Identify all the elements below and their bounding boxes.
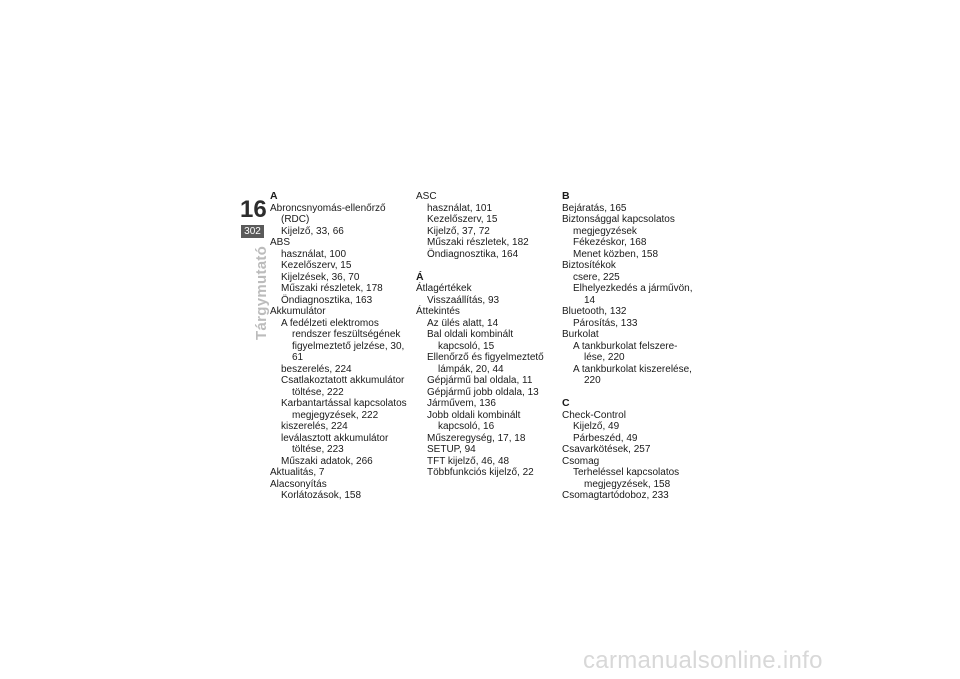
index-subentry: Öndiagnosztika, 164 xyxy=(427,248,519,260)
index-subentry: A fedélzeti elektromos rendszer feszültségének figyelmeztető jelzése, 30, 61 xyxy=(281,317,405,363)
index-subentry: A tankburkolat felszere- lése, 220 xyxy=(573,340,678,363)
index-entry: Csavarkötések, 257 xyxy=(562,444,651,455)
index-subentry: Kijelző, 49 xyxy=(573,421,620,432)
index-subentry: Kezelőszerv, 15 xyxy=(427,214,498,225)
index-entry: Abroncsnyomás-ellenőrző (RDC) xyxy=(270,202,386,225)
index-entry: ABS xyxy=(270,237,291,248)
index-subentry: Terheléssel kapcsolatos megjegyzések, 158 xyxy=(573,467,680,490)
index-entry: ASC xyxy=(416,191,437,202)
index-letter-heading: Á xyxy=(416,270,424,283)
index-entry: Biztosítékok xyxy=(562,260,616,271)
index-subentry: csere, 225 xyxy=(573,271,620,283)
index-subentry: Korlátozások, 158 xyxy=(281,490,362,501)
index-subentry: kiszerelés, 224 xyxy=(281,421,348,432)
index-subentry: leválasztott akkumulátor töltése, 223 xyxy=(281,432,389,455)
index-subentry: Párosítás, 133 xyxy=(573,317,638,329)
index-subentry: SETUP, 94 xyxy=(427,444,476,455)
index-entry: Bejáratás, 165 xyxy=(562,202,627,214)
index-subentry: Kijelző, 33, 66 xyxy=(281,225,344,237)
index-subentry: Elhelyezkedés a járművön, 14 xyxy=(573,283,693,306)
index-subentry: Műszaki adatok, 266 xyxy=(281,455,373,467)
index-subentry: használat, 100 xyxy=(281,248,347,260)
index-subentry: Ellenőrző és figyelmeztető lámpák, 20, 44 xyxy=(427,352,544,375)
index-subentry: Kijelző, 37, 72 xyxy=(427,225,490,237)
index-entry: Átlagértékek xyxy=(416,283,472,294)
index-entry: Csomagtartódoboz, 233 xyxy=(562,490,669,501)
index-subentry: Többfunkciós kijelző, 22 xyxy=(427,467,534,478)
index-column-3 xyxy=(562,191,700,502)
index-subentry: Csatlakoztatott akkumulátor töltése, 222 xyxy=(281,375,405,398)
index-column-2 xyxy=(416,191,554,479)
index-letter-heading: B xyxy=(562,190,570,202)
index-subentry: megjegyzések xyxy=(573,225,637,237)
index-subentry: Párbeszéd, 49 xyxy=(573,432,638,444)
index-entry: Akkumulátor xyxy=(270,306,326,317)
index-subentry: Fékezéskor, 168 xyxy=(573,237,647,248)
index-subentry: Menet közben, 158 xyxy=(573,248,659,260)
index-entry: Biztonsággal kapcsolatos xyxy=(562,214,675,225)
side-title: Tárgymutató xyxy=(253,245,270,340)
index-column-1 xyxy=(270,191,408,502)
index-subentry: Öndiagnosztika, 163 xyxy=(281,294,373,306)
index-subentry: Visszaállítás, 93 xyxy=(427,294,500,306)
index-subentry: Kezelőszerv, 15 xyxy=(281,260,352,271)
watermark-text: carmanualsonline.info xyxy=(583,647,823,674)
index-entry: Áttekintés xyxy=(416,306,460,317)
index-subentry: A tankburkolat kiszerelése, 220 xyxy=(573,363,692,386)
index-subentry: Jobb oldali kombinált kapcsoló, 16 xyxy=(427,409,521,432)
index-entry: Alacsonyítás xyxy=(270,478,327,490)
index-subentry: Gépjármű jobb oldala, 13 xyxy=(427,386,539,398)
index-subentry: Járművem, 136 xyxy=(427,398,496,409)
index-entry: Bluetooth, 132 xyxy=(562,306,627,317)
index-subentry: Műszeregység, 17, 18 xyxy=(427,432,526,444)
index-letter-heading: C xyxy=(562,397,570,409)
chapter-number: 16 xyxy=(240,196,267,223)
index-subentry: TFT kijelző, 46, 48 xyxy=(427,455,510,467)
index-entry: Check-Control xyxy=(562,409,626,421)
index-subentry: Az ülés alatt, 14 xyxy=(427,317,499,329)
index-subentry: beszerelés, 224 xyxy=(281,363,352,375)
index-letter-heading: A xyxy=(270,190,278,202)
index-subentry: Kijelzések, 36, 70 xyxy=(281,271,360,283)
index-subentry: Műszaki részletek, 182 xyxy=(427,237,529,248)
index-entry: Csomag xyxy=(562,455,600,467)
index-subentry: Műszaki részletek, 178 xyxy=(281,283,383,294)
index-subentry: Karbantartással kapcsolatos megjegyzések, 222 xyxy=(281,398,407,421)
index-entry: Burkolat xyxy=(562,329,599,340)
index-subentry: használat, 101 xyxy=(427,202,493,214)
index-entry: Aktualitás, 7 xyxy=(270,467,325,478)
index-subentry: Gépjármű bal oldala, 11 xyxy=(427,375,533,386)
index-subentry: Bal oldali kombinált kapcsoló, 15 xyxy=(427,329,514,352)
page-number: 302 xyxy=(241,225,264,238)
